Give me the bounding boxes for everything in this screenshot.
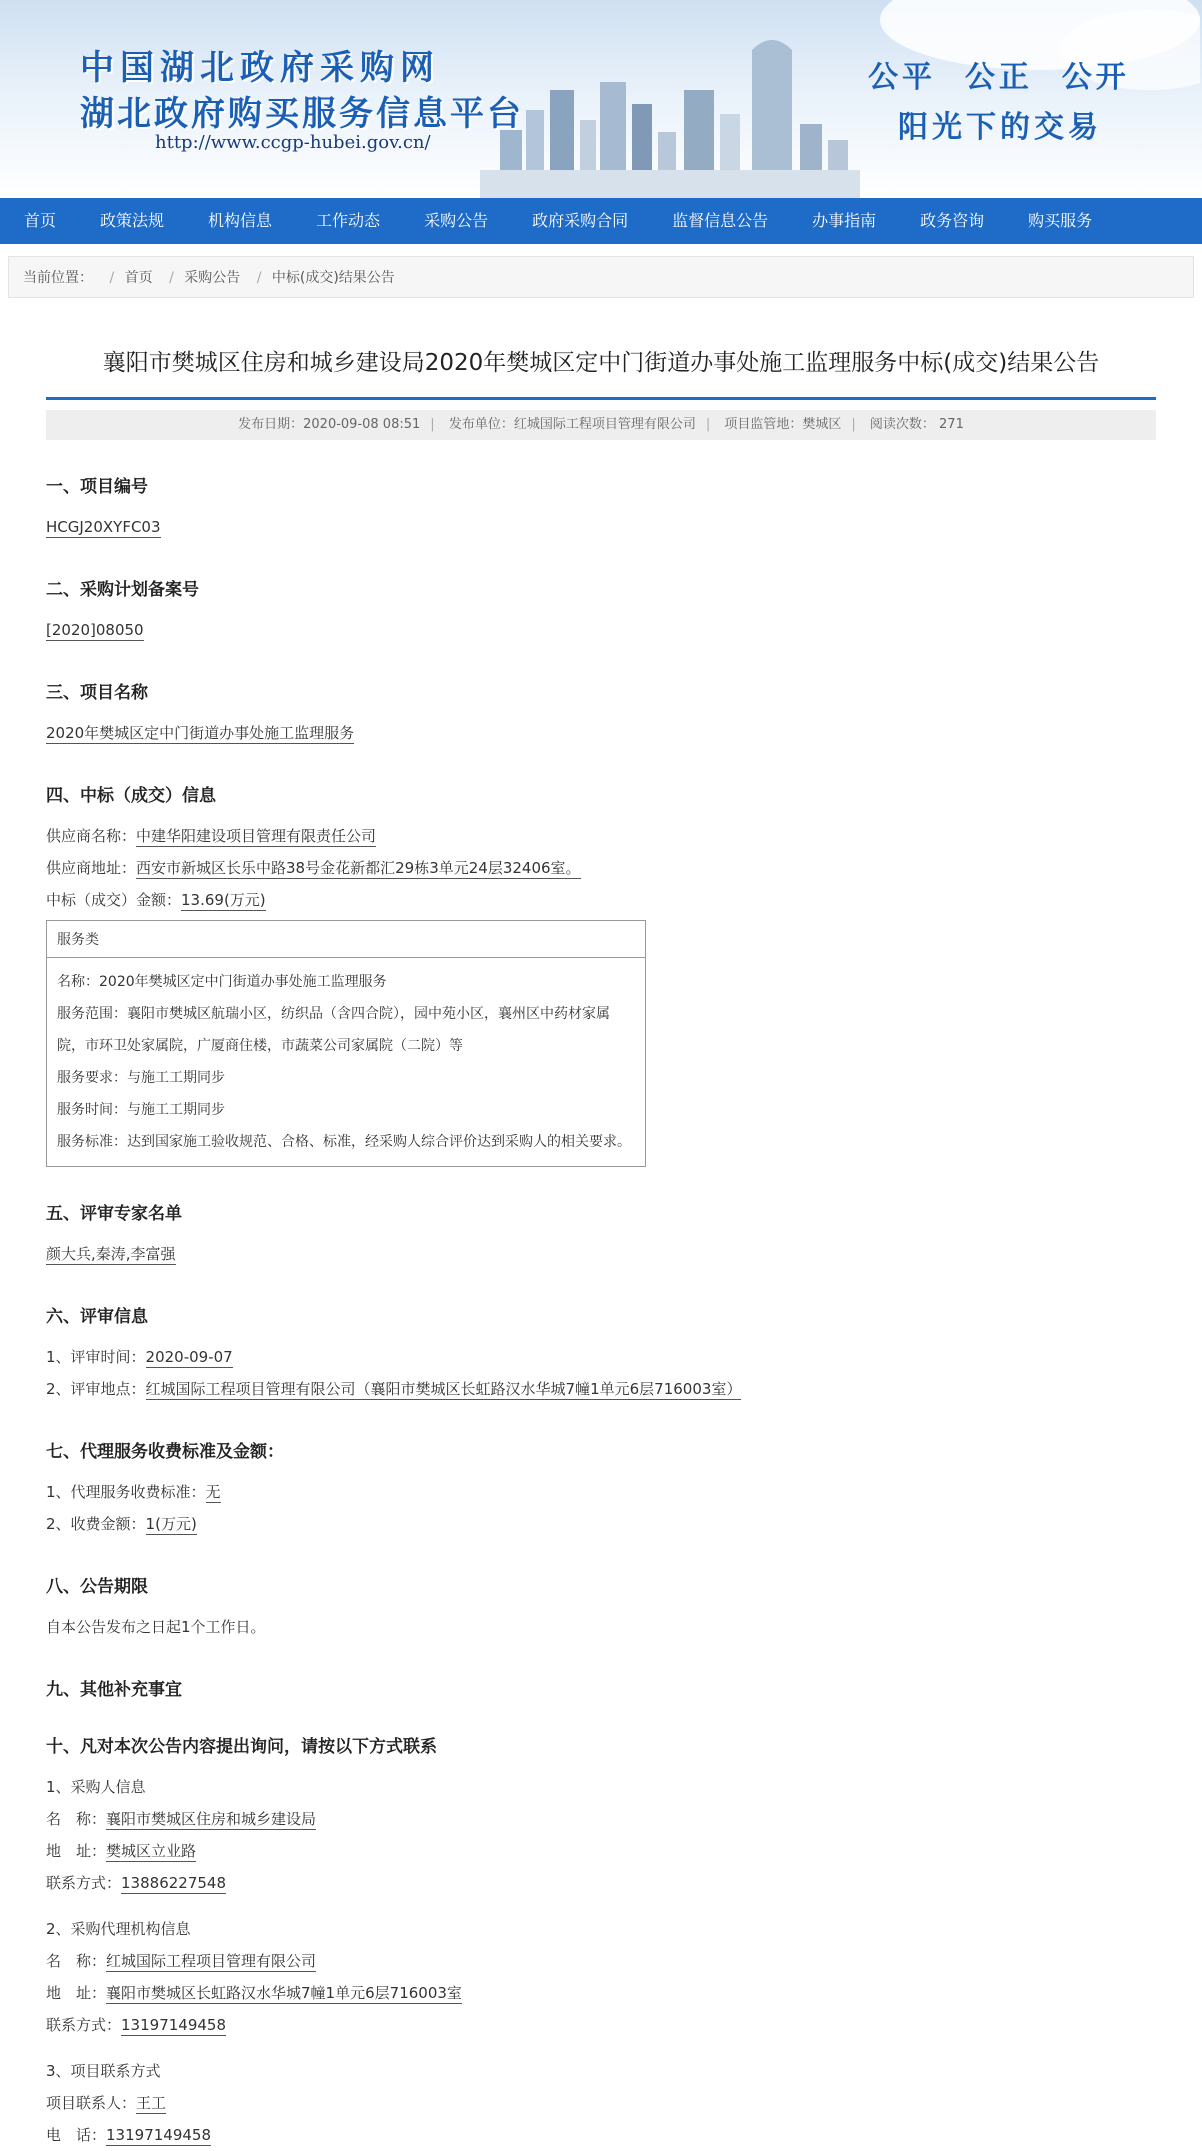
- nav-consult[interactable]: 政务咨询: [920, 211, 985, 230]
- breadcrumb: [8, 256, 1194, 298]
- section-agency-fee: [46, 1437, 1156, 1540]
- agent-address: 襄阳市樊城区长虹路汉水华城7幢1单元6层716003室: [106, 1984, 462, 2002]
- nav-purchase-services[interactable]: 购买服务: [1028, 211, 1093, 230]
- section-heading: 一、项目编号: [46, 477, 148, 497]
- section-heading: 六、评审信息: [46, 1307, 148, 1327]
- site-title-line1: 中国湖北政府采购网: [80, 48, 440, 88]
- review-time: 2020-09-07: [145, 1348, 233, 1366]
- section-heading: 五、评审专家名单: [46, 1204, 182, 1224]
- section-heading: 九、其他补充事宜: [46, 1680, 182, 1700]
- notice-period: 自本公告发布之日起1个工作日。: [46, 1618, 266, 1636]
- review-place-label: 2、评审地点：: [46, 1380, 146, 1398]
- section-other: [46, 1675, 1156, 1700]
- supplier-address-label: 供应商地址：: [46, 859, 137, 877]
- agent-info-title: 2、采购代理机构信息: [46, 1920, 191, 1938]
- section-award-info: [46, 781, 1156, 1167]
- site-banner: [0, 0, 1202, 198]
- agent-name: 红城国际工程项目管理有限公司: [106, 1952, 317, 1970]
- nav-policies[interactable]: 政策法规: [100, 211, 165, 230]
- section-notice-period: [46, 1572, 1156, 1643]
- supplier-address: 西安市新城区长乐中路38号金花新都汇29栋3单元24层32406室。: [136, 859, 581, 877]
- breadcrumb-separator: /: [256, 270, 262, 286]
- section-review-info: [46, 1302, 1156, 1405]
- fee-amount-label: 2、收费金额：: [46, 1515, 146, 1533]
- article-title: 襄阳市樊城区住房和城乡建设局2020年樊城区定中门街道办事处施工监理服务中标(成交)结果公告: [46, 344, 1156, 400]
- buyer-phone: 13886227548: [121, 1874, 226, 1892]
- site-title-line2: 湖北政府购买服务信息平台: [80, 94, 524, 134]
- supplier-name: 中建华阳建设项目管理有限责任公司: [136, 827, 377, 845]
- review-place: 红城国际工程项目管理有限公司（襄阳市樊城区长虹路汉水华城7幢1单元6层716003室）: [145, 1380, 742, 1398]
- fee-standard-label: 1、代理服务收费标准：: [46, 1483, 206, 1501]
- project-phone: 13197149458: [106, 2126, 211, 2144]
- buyer-address-label: 地 址：: [46, 1842, 107, 1860]
- buyer-address: 樊城区立业路: [106, 1842, 197, 1860]
- project-contact: 王工: [136, 2094, 167, 2112]
- project-contact-title: 3、项目联系方式: [46, 2062, 161, 2080]
- project-number: HCGJ20XYFC03: [46, 518, 161, 536]
- nav-supervision[interactable]: 监督信息公告: [672, 211, 769, 230]
- agent-name-label: 名 称：: [46, 1952, 107, 1970]
- breadcrumb-separator: /: [109, 270, 115, 286]
- section-heading: 八、公告期限: [46, 1577, 148, 1597]
- breadcrumb-current: 中标(成交)结果公告: [271, 270, 395, 286]
- breadcrumb-home[interactable]: 首页: [124, 270, 153, 286]
- view-count: 阅读次数： 271: [869, 417, 964, 432]
- service-name: 名称：2020年樊城区定中门街道办事处施工监理服务: [57, 974, 387, 990]
- project-phone-label: 电 话：: [46, 2126, 107, 2144]
- main-nav: [0, 198, 1202, 244]
- nav-procurement-notices[interactable]: 采购公告: [424, 211, 489, 230]
- section-experts: [46, 1199, 1156, 1270]
- service-standard: 服务标准：达到国家施工验收规范、合格、标准，经采购人综合评价达到采购人的相关要求。: [57, 1134, 631, 1150]
- expert-list: 颜大兵,秦涛,李富强: [46, 1245, 176, 1263]
- publisher: 发布单位：红城国际工程项目管理有限公司: [448, 417, 696, 432]
- plan-number: [2020]08050: [46, 621, 144, 639]
- project-name: 2020年樊城区定中门街道办事处施工监理服务: [46, 724, 355, 742]
- buyer-name: 襄阳市樊城区住房和城乡建设局: [106, 1810, 317, 1828]
- publish-date: 发布日期：2020-09-08 08:51: [238, 417, 421, 432]
- nav-home[interactable]: 首页: [24, 211, 57, 230]
- service-details-box: [46, 920, 646, 1167]
- service-requirement: 服务要求：与施工工期同步: [57, 1070, 225, 1086]
- breadcrumb-separator: /: [169, 270, 174, 286]
- fee-amount: 1(万元): [145, 1515, 197, 1533]
- section-project-name: [46, 678, 1156, 749]
- service-time: 服务时间：与施工工期同步: [57, 1102, 225, 1118]
- award-amount-label: 中标（成交）金额：: [46, 891, 182, 909]
- agent-phone: 13197149458: [121, 2016, 226, 2034]
- nav-institutions[interactable]: 机构信息: [208, 211, 273, 230]
- slogan-sunshine: 阳光下的交易: [898, 110, 1102, 145]
- buyer-phone-label: 联系方式：: [46, 1874, 122, 1892]
- breadcrumb-notices[interactable]: 采购公告: [184, 270, 241, 286]
- agent-address-label: 地 址：: [46, 1984, 107, 2002]
- section-plan-number: [46, 575, 1156, 646]
- slogan-fairness: 公平 公正 公开: [868, 60, 1130, 95]
- agent-phone-label: 联系方式：: [46, 2016, 122, 2034]
- nav-contracts[interactable]: 政府采购合同: [532, 211, 629, 230]
- award-amount: 13.69(万元): [181, 891, 266, 909]
- site-url: http://www.ccgp-hubei.gov.cn/: [155, 132, 431, 153]
- project-contact-label: 项目联系人：: [46, 2094, 137, 2112]
- nav-guide[interactable]: 办事指南: [812, 211, 877, 230]
- section-contacts: [46, 1732, 1156, 2151]
- nav-work-news[interactable]: 工作动态: [316, 211, 381, 230]
- supervision-region: 项目监管地：樊城区: [724, 417, 842, 432]
- buyer-name-label: 名 称：: [46, 1810, 107, 1828]
- buyer-info-title: 1、采购人信息: [46, 1778, 146, 1796]
- breadcrumb-label: 当前位置：: [23, 270, 93, 286]
- service-category: 服务类: [47, 921, 645, 958]
- fee-standard: 无: [205, 1483, 221, 1501]
- section-heading: 二、采购计划备案号: [46, 580, 199, 600]
- section-project-number: [46, 472, 1156, 543]
- supplier-label: 供应商名称：: [46, 827, 137, 845]
- section-heading: 三、项目名称: [46, 683, 148, 703]
- service-scope: 服务范围：襄阳市樊城区航瑞小区，纺织品（含四合院），园中苑小区，襄州区中药材家属院，市环卫处家属院，广厦商住楼，市蔬菜公司家属院（二院）等: [57, 1006, 610, 1054]
- review-time-label: 1、评审时间：: [46, 1348, 146, 1366]
- section-heading: 七、代理服务收费标准及金额：: [46, 1442, 284, 1462]
- section-heading: 四、中标（成交）信息: [46, 786, 216, 806]
- section-heading: 十、凡对本次公告内容提出询问，请按以下方式联系: [46, 1737, 437, 1757]
- article: [46, 344, 1156, 2151]
- article-meta: 发布日期：2020-09-08 08:51 | 发布单位：红城国际工程项目管理有限公司 | 项目监管地：樊城区 | 阅读次数： 271: [46, 410, 1156, 440]
